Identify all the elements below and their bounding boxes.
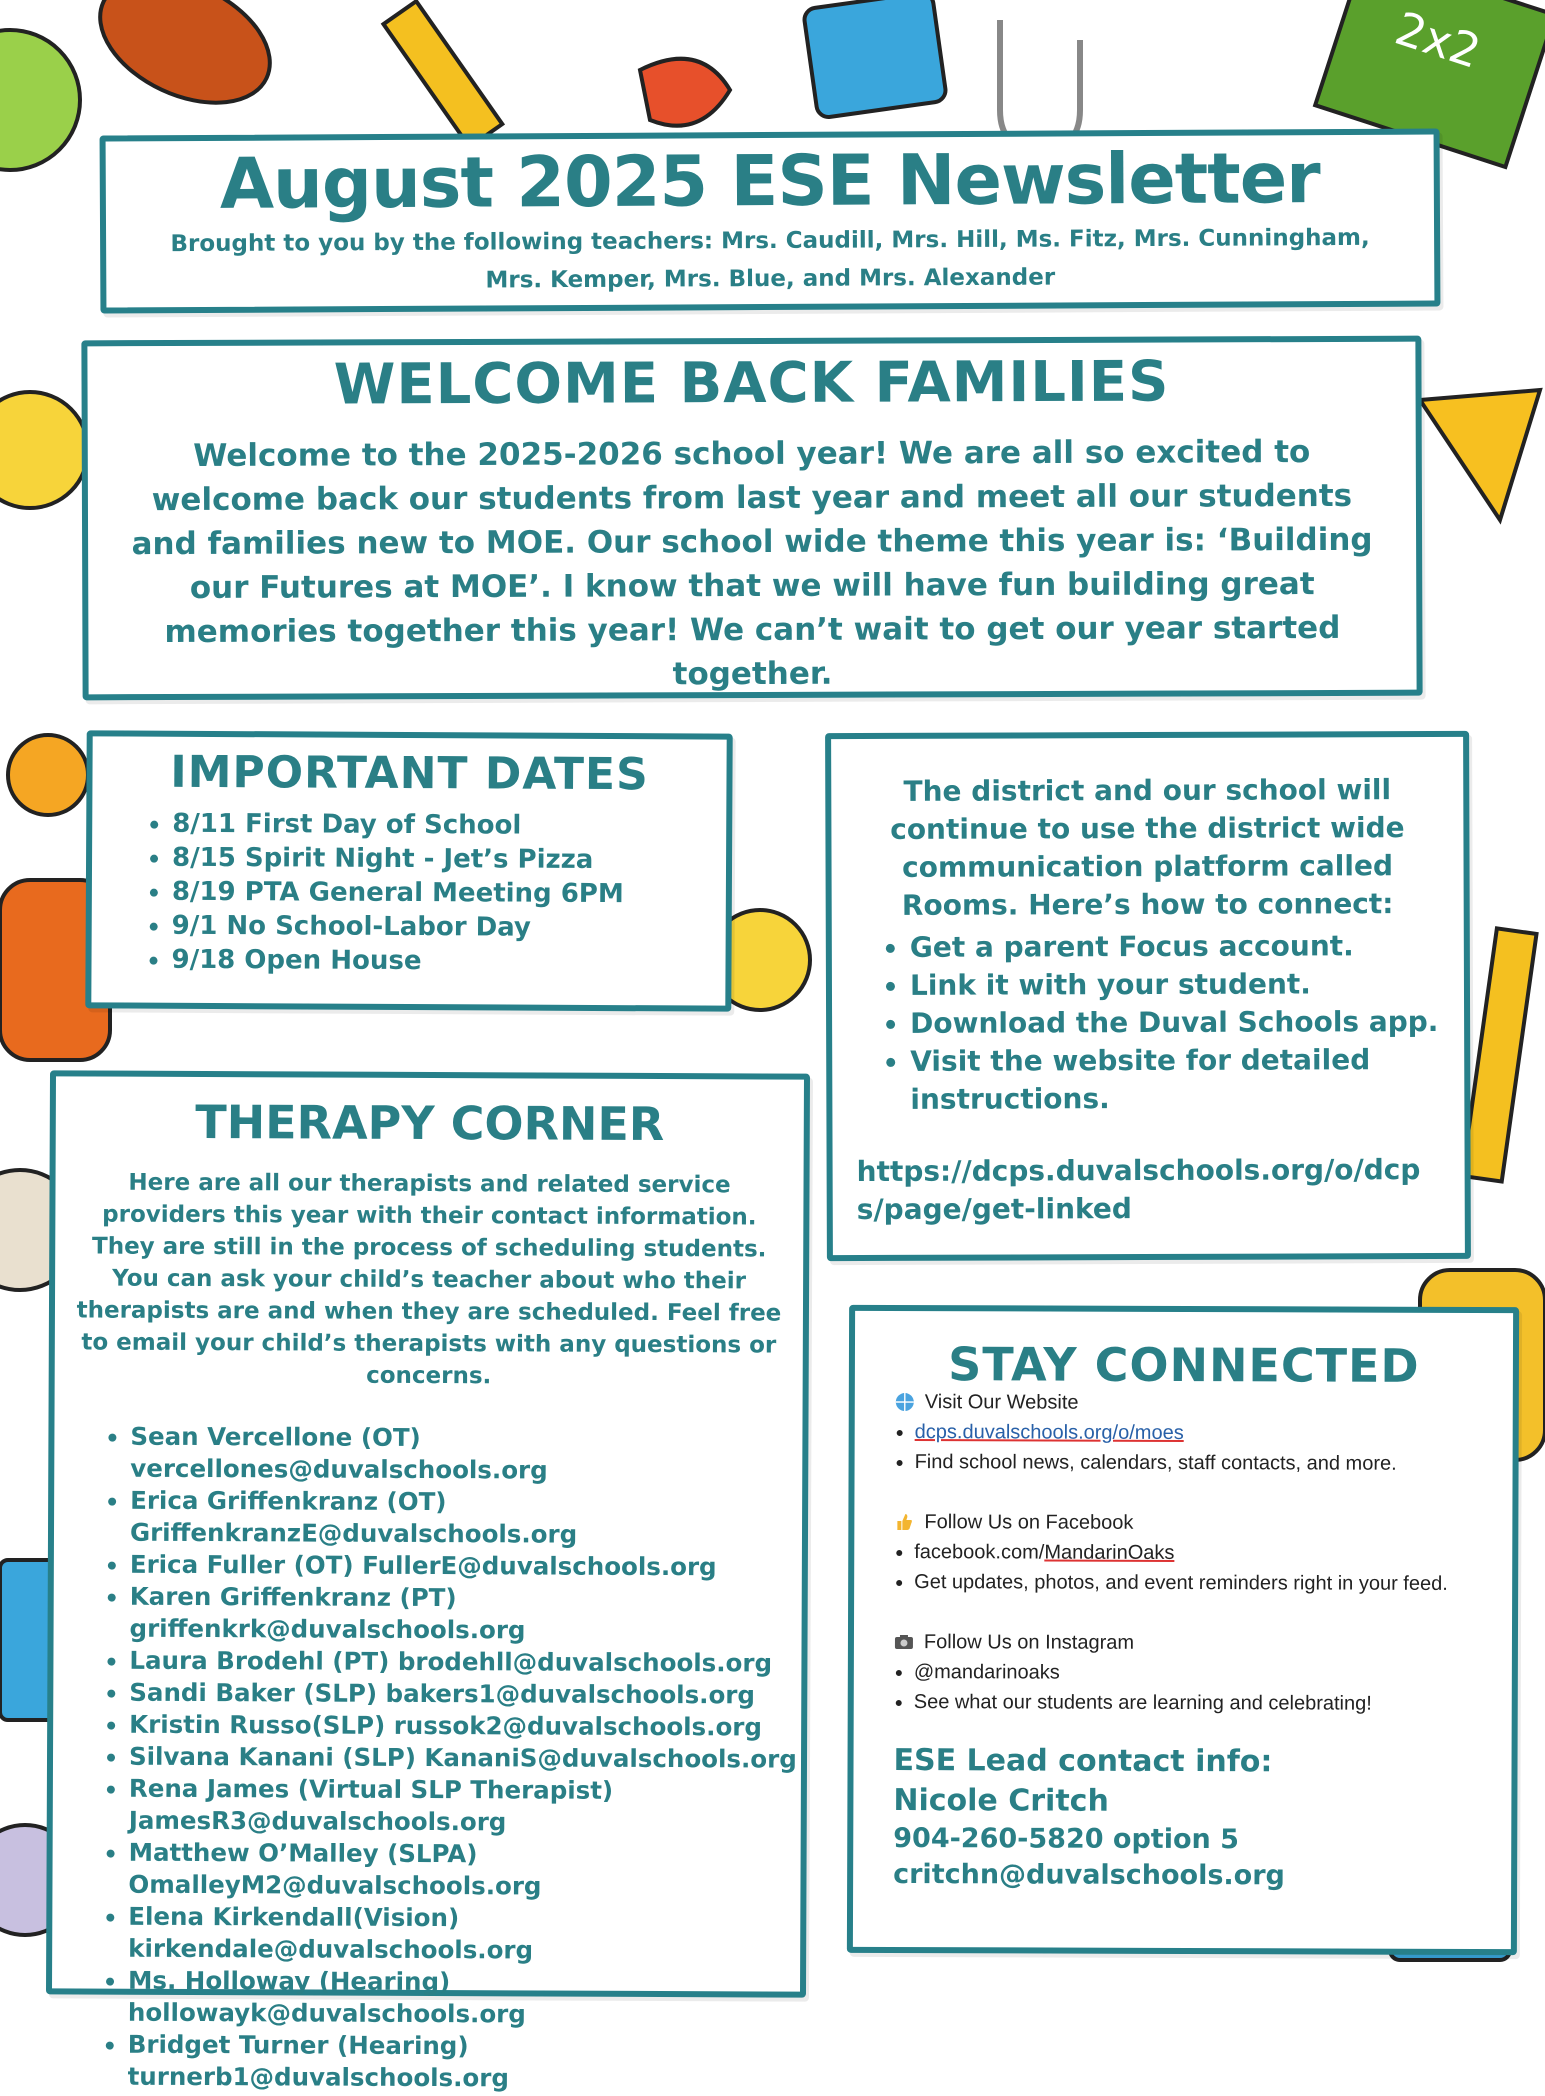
ruler-triangle-icon <box>1420 390 1540 520</box>
welcome-section <box>81 336 1422 701</box>
list-item: • 9/1 No School-Labor Day <box>172 909 726 946</box>
newsletter-title: August 2025 ESE Newsletter <box>219 137 1320 225</box>
website-desc: • Find school news, calendars, staff contacts, and more. <box>915 1447 1513 1479</box>
stay-connected-section <box>847 1305 1519 1955</box>
stay-connected-heading: STAY CONNECTED <box>948 1337 1420 1393</box>
list-item: • Elena Kirkendall(Vision) kirkendale@duvalschools.org <box>128 1901 800 1968</box>
list-item: • Sandi Baker (SLP) bakers1@duvalschools.org <box>129 1677 801 1712</box>
get-linked-link[interactable]: https://dcps.duvalschools.org/o/dcps/page/get-linked <box>856 1153 1421 1227</box>
important-dates-heading: IMPORTANT DATES <box>170 746 649 801</box>
list-item: • Bridget Turner (Hearing) turnerb1@duvalschools.org <box>128 2029 800 2096</box>
list-item: • Visit the website for detailed instructions. <box>910 1041 1464 1119</box>
tablet-icon <box>803 0 947 119</box>
welcome-body: Welcome to the 2025-2026 school year! We are all so excited to welcome back our students from last year and meet all our students and families new to MOE. Our school wide theme this year is: ‘Building our Futures at MOE’. I know that we will have fun building great memories together this year! We can’t wait to get our year started together. <box>131 434 1373 693</box>
camera-icon <box>894 1632 914 1652</box>
leaf-icon <box>640 59 730 126</box>
list-item: • Erica Griffenkranz (OT) GriffenkranzE@duvalschools.org <box>130 1485 802 1552</box>
ese-lead-email[interactable]: critchn@duvalschools.org <box>893 1858 1285 1892</box>
newsletter-header <box>100 128 1441 313</box>
thumbs-up-icon <box>894 1512 914 1532</box>
football-icon <box>80 0 290 128</box>
important-dates-list <box>91 806 726 979</box>
pencil-icon <box>383 1 502 147</box>
list-item: • Sean Vercellone (OT) vercellones@duvalschools.org <box>130 1421 802 1488</box>
chalkboard-text: 2x2 <box>1388 1 1488 79</box>
globe-icon <box>895 1392 915 1412</box>
list-item: • Kristin Russo(SLP) russok2@duvalschools.org <box>129 1709 801 1744</box>
ese-lead-title: ESE Lead contact info: <box>893 1742 1273 1780</box>
facebook-label: Follow Us on Facebook <box>924 1511 1134 1534</box>
instagram-block <box>894 1627 1512 1719</box>
ese-lead-name: Nicole Critch <box>893 1782 1109 1819</box>
list-item: • Ms. Holloway (Hearing) hollowayk@duvalschools.org <box>128 1965 800 2032</box>
pencil-icon-2 <box>1462 928 1536 1181</box>
instagram-label: Follow Us on Instagram <box>923 1631 1135 1654</box>
list-item: • Link it with your student. <box>910 965 1464 1005</box>
rocket-icon <box>8 735 88 815</box>
therapy-corner-intro: Here are all our therapists and related service providers this year with their contact information. They are still in the process of scheduling students. You can ask your child’s teacher about who their therapists are and when they are scheduled. Feel free to email your child’s therapists with any questions or concerns. <box>76 1169 782 1390</box>
therapist-list <box>52 1420 803 2095</box>
list-item: • Erica Fuller (OT) FullerE@duvalschools.org <box>130 1549 802 1584</box>
ese-lead-phone: 904-260-5820 option 5 <box>893 1822 1240 1856</box>
list-item: • Silvana Kanani (SLP) KananiS@duvalschools.org <box>129 1741 801 1776</box>
communication-intro: The district and our school will continue to use the district wide communication platform called Rooms. Here’s how to connect: <box>890 773 1405 922</box>
facebook-link[interactable]: • facebook.com/MandarinOaks <box>914 1537 1512 1569</box>
list-item: • 8/15 Spirit Night - Jet’s Pizza <box>172 841 726 878</box>
website-label: Visit Our Website <box>924 1391 1079 1414</box>
important-dates-section <box>85 730 732 1011</box>
list-item: • Matthew O’Malley (SLPA) OmalleyM2@duvalschools.org <box>128 1837 800 1904</box>
communication-steps <box>832 927 1465 1119</box>
globe-icon <box>0 30 80 170</box>
list-item: • 9/18 Open House <box>171 943 725 980</box>
list-item: • Rena James (Virtual SLP Therapist) JamesR3@duvalschools.org <box>129 1773 801 1840</box>
instagram-desc: • See what our students are learning and celebrating! <box>914 1687 1512 1719</box>
facebook-block <box>894 1507 1512 1599</box>
website-block <box>895 1387 1513 1479</box>
list-item: • Karen Griffenkranz (PT) griffenkrk@duvalschools.org <box>130 1581 802 1648</box>
instagram-handle[interactable]: • @mandarinoaks <box>914 1657 1512 1689</box>
facebook-desc: • Get updates, photos, and event reminders right in your feed. <box>914 1567 1512 1599</box>
apple-icon <box>0 392 88 508</box>
list-item: • Get a parent Focus account. <box>910 927 1464 967</box>
therapy-corner-heading: THERAPY CORNER <box>195 1094 665 1152</box>
website-link[interactable]: dcps.duvalschools.org/o/moes <box>914 1421 1184 1445</box>
list-item: • 8/11 First Day of School <box>172 807 726 844</box>
therapy-corner-section <box>46 1070 810 2093</box>
newsletter-subtitle: Brought to you by the following teachers: Mrs. Caudill, Mrs. Hill, Ms. Fitz, Mrs. Cunningham, Mrs. Kemper, Mrs. Blue, and Mrs. Alexander <box>170 224 1370 294</box>
list-item: • 8/19 PTA General Meeting 6PM <box>172 875 726 912</box>
communication-section <box>825 731 1471 1261</box>
list-item: • Laura Brodehl (PT) brodehll@duvalschools.org <box>129 1645 801 1680</box>
list-item: • Download the Duval Schools app. <box>910 1003 1464 1043</box>
welcome-heading: WELCOME BACK FAMILIES <box>333 349 1170 418</box>
